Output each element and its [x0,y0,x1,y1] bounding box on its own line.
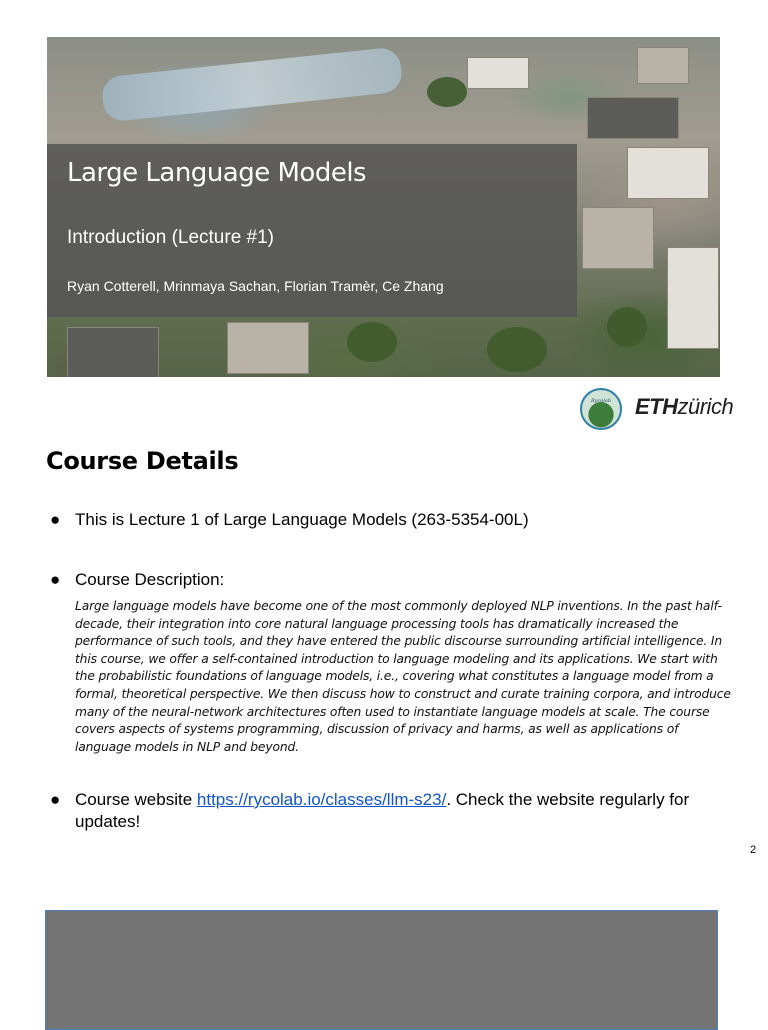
slide-title: Large Language Models [67,158,367,188]
page-number: 2 [750,844,757,856]
next-slide-preview[interactable] [45,910,718,1030]
bullet-text: Course Description: [75,570,225,589]
rycolab-logo-text: Rycolab [590,398,612,404]
bullet-text: This is Lecture 1 of Large Language Models (263-5354-00L) [75,510,529,529]
building-photo-detail [637,47,689,84]
slide-subtitle: Introduction (Lecture #1) [67,227,275,248]
building-photo-detail [667,247,719,349]
bullet-icon: ● [50,510,61,529]
bullet-icon: ● [50,570,61,589]
building-photo-detail [587,97,679,139]
title-slide-banner [47,37,720,377]
bullet-item-website [50,789,730,833]
river-photo-detail [100,46,403,122]
building-photo-detail [67,327,159,377]
bullet-text [75,789,730,833]
tree-photo-detail [427,77,467,107]
eth-logo-light: zürich [677,394,734,419]
building-photo-detail [582,207,654,269]
website-prefix: Course website [75,790,197,809]
bullet-item-lecture [50,509,730,531]
title-overlay [47,144,577,317]
building-photo-detail [227,322,309,374]
course-website-link[interactable]: https://rycolab.io/classes/llm-s23/ [196,790,447,809]
website-suffix: . Check the website regularly for updates! [75,790,690,831]
slide-authors: Ryan Cotterell, Mrinmaya Sachan, Florian Tramèr, Ce Zhang [67,278,444,294]
building-photo-detail [627,147,709,199]
tree-photo-detail [607,307,647,347]
bullet-item-description [50,569,730,591]
bullet-icon: ● [50,790,61,809]
eth-zurich-logo [635,394,733,420]
section-heading: Course Details [46,447,239,475]
course-description: Large language models have become one of the most commonly deployed NLP inventions. In the past half-decade, their integration into core natural language processing tools has dramatically increased the performance of such tools, and they have entered the public discourse surrounding artificial intelligence. In this course, we offer a self-contained introduction to language modeling and its applications. We start with the probabilistic foundations of language models, i.e., covering what constitutes a language model from a formal, theoretical perspective. We then discuss how to construct and curate training corpora, and introduce many of the neural-network architectures often used to instantiate language models at scale. The course covers aspects of systems programming, discussion of privacy and harms, as well as applications of language models in NLP and beyond. [75,599,731,754]
eth-logo-bold: ETH [635,394,678,419]
rycolab-logo [580,388,622,430]
tree-photo-detail [487,327,547,372]
building-photo-detail [467,57,529,89]
tree-photo-detail [347,322,397,362]
